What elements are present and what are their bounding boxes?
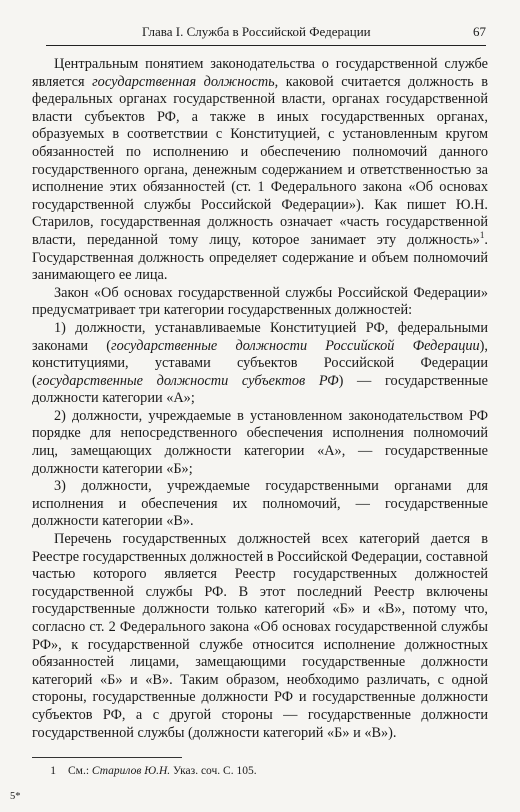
footnote-mark: 1 (50, 765, 56, 777)
term-subject-positions: государственные должности субъектов РФ (36, 372, 339, 389)
list-item-3: 3) должности, учреждаемые государственными органами для исполнения и обеспечения их полномочий, — государственные должности категории «В». (32, 478, 488, 530)
footnote-divider (32, 757, 182, 758)
list-item-1 (32, 320, 488, 408)
text-run: ), конституциями, уставами субъектов Российской Федерации ( (32, 337, 488, 389)
text-run: 1) должности, устанавливаемые Конституцией РФ, федеральными законами ( (32, 319, 488, 354)
running-head (46, 19, 486, 46)
term-federal-positions: государственные должности Российской Федерации (111, 337, 480, 354)
text-run: , каковой считается должность в федеральных органах государственной власти, органах государственной власти субъектов РФ, а также в иных государственных органах, образуемых в соответствии с Конституцией, с установленным кругом обязанностей по исполнению и обеспечению полномочий данного государственного органа, денежным содержанием и ответственностью за исполнение этих обязанностей (ст. 1 Федерального закона «Об основах государственной службы Российской Федерации»). Как пишет Ю.Н. Старилов, государственная должность означает «часть государственной власти, переданной тому лицу, которое занимает эту должность» (32, 73, 488, 248)
term-state-position: государственная должность (92, 73, 275, 90)
text-run: . Государственная должность определяет содержание и объем полномочий занимающего ее лица. (32, 231, 488, 284)
footnote-prefix: См.: (68, 765, 92, 777)
footnote-author: Старилов Ю.Н. (91, 765, 171, 777)
signature-mark: 5* (10, 791, 21, 802)
paragraph-2: Закон «Об основах государственной службы Российской Федерации» предусматривает три категории государственных должностей: (32, 284, 488, 319)
footnote (32, 764, 488, 779)
paragraph-registry: Перечень государственных должностей всех категорий дается в Реестре государственных должностей в Российской Федерации, составной частью которого является Реестр государственных должностей государственной службы РФ. В этот последний Реестр включены государственные должности только категорий «Б» и «В», потому что, согласно ст. 2 Федерального закона «Об основах государственной службы РФ», к государственной службе относится исполнение должностных обязанностей лицами, замещающими государственные должности категорий «Б» и «В». Таким образом, необходимо различать, с одной стороны, государственные должности РФ и государственные должности субъектов РФ, а с другой стороны — государственные должности государственной службы (должности категорий «Б» и «В»). (32, 531, 488, 741)
footnote-reference: 1 (479, 230, 485, 241)
paragraph-1 (32, 56, 488, 285)
text-run: Центральным понятием законодательства о государственной службе является (32, 56, 488, 90)
page-number: 67 (473, 24, 486, 39)
footnote-source: Указ. соч. С. 105. (170, 765, 257, 777)
body-text (32, 56, 488, 742)
text-run: ) — государственные должности категории «А»; (32, 372, 488, 407)
list-item-2: 2) должности, учреждаемые в установленном законодательством РФ порядке для непосредственного обеспечения исполнения полномочий лиц, замещающих должности категории «А», — государственные должности категории «Б»; (32, 407, 488, 477)
chapter-title: Глава I. Служба в Российской Федерации (142, 24, 371, 39)
